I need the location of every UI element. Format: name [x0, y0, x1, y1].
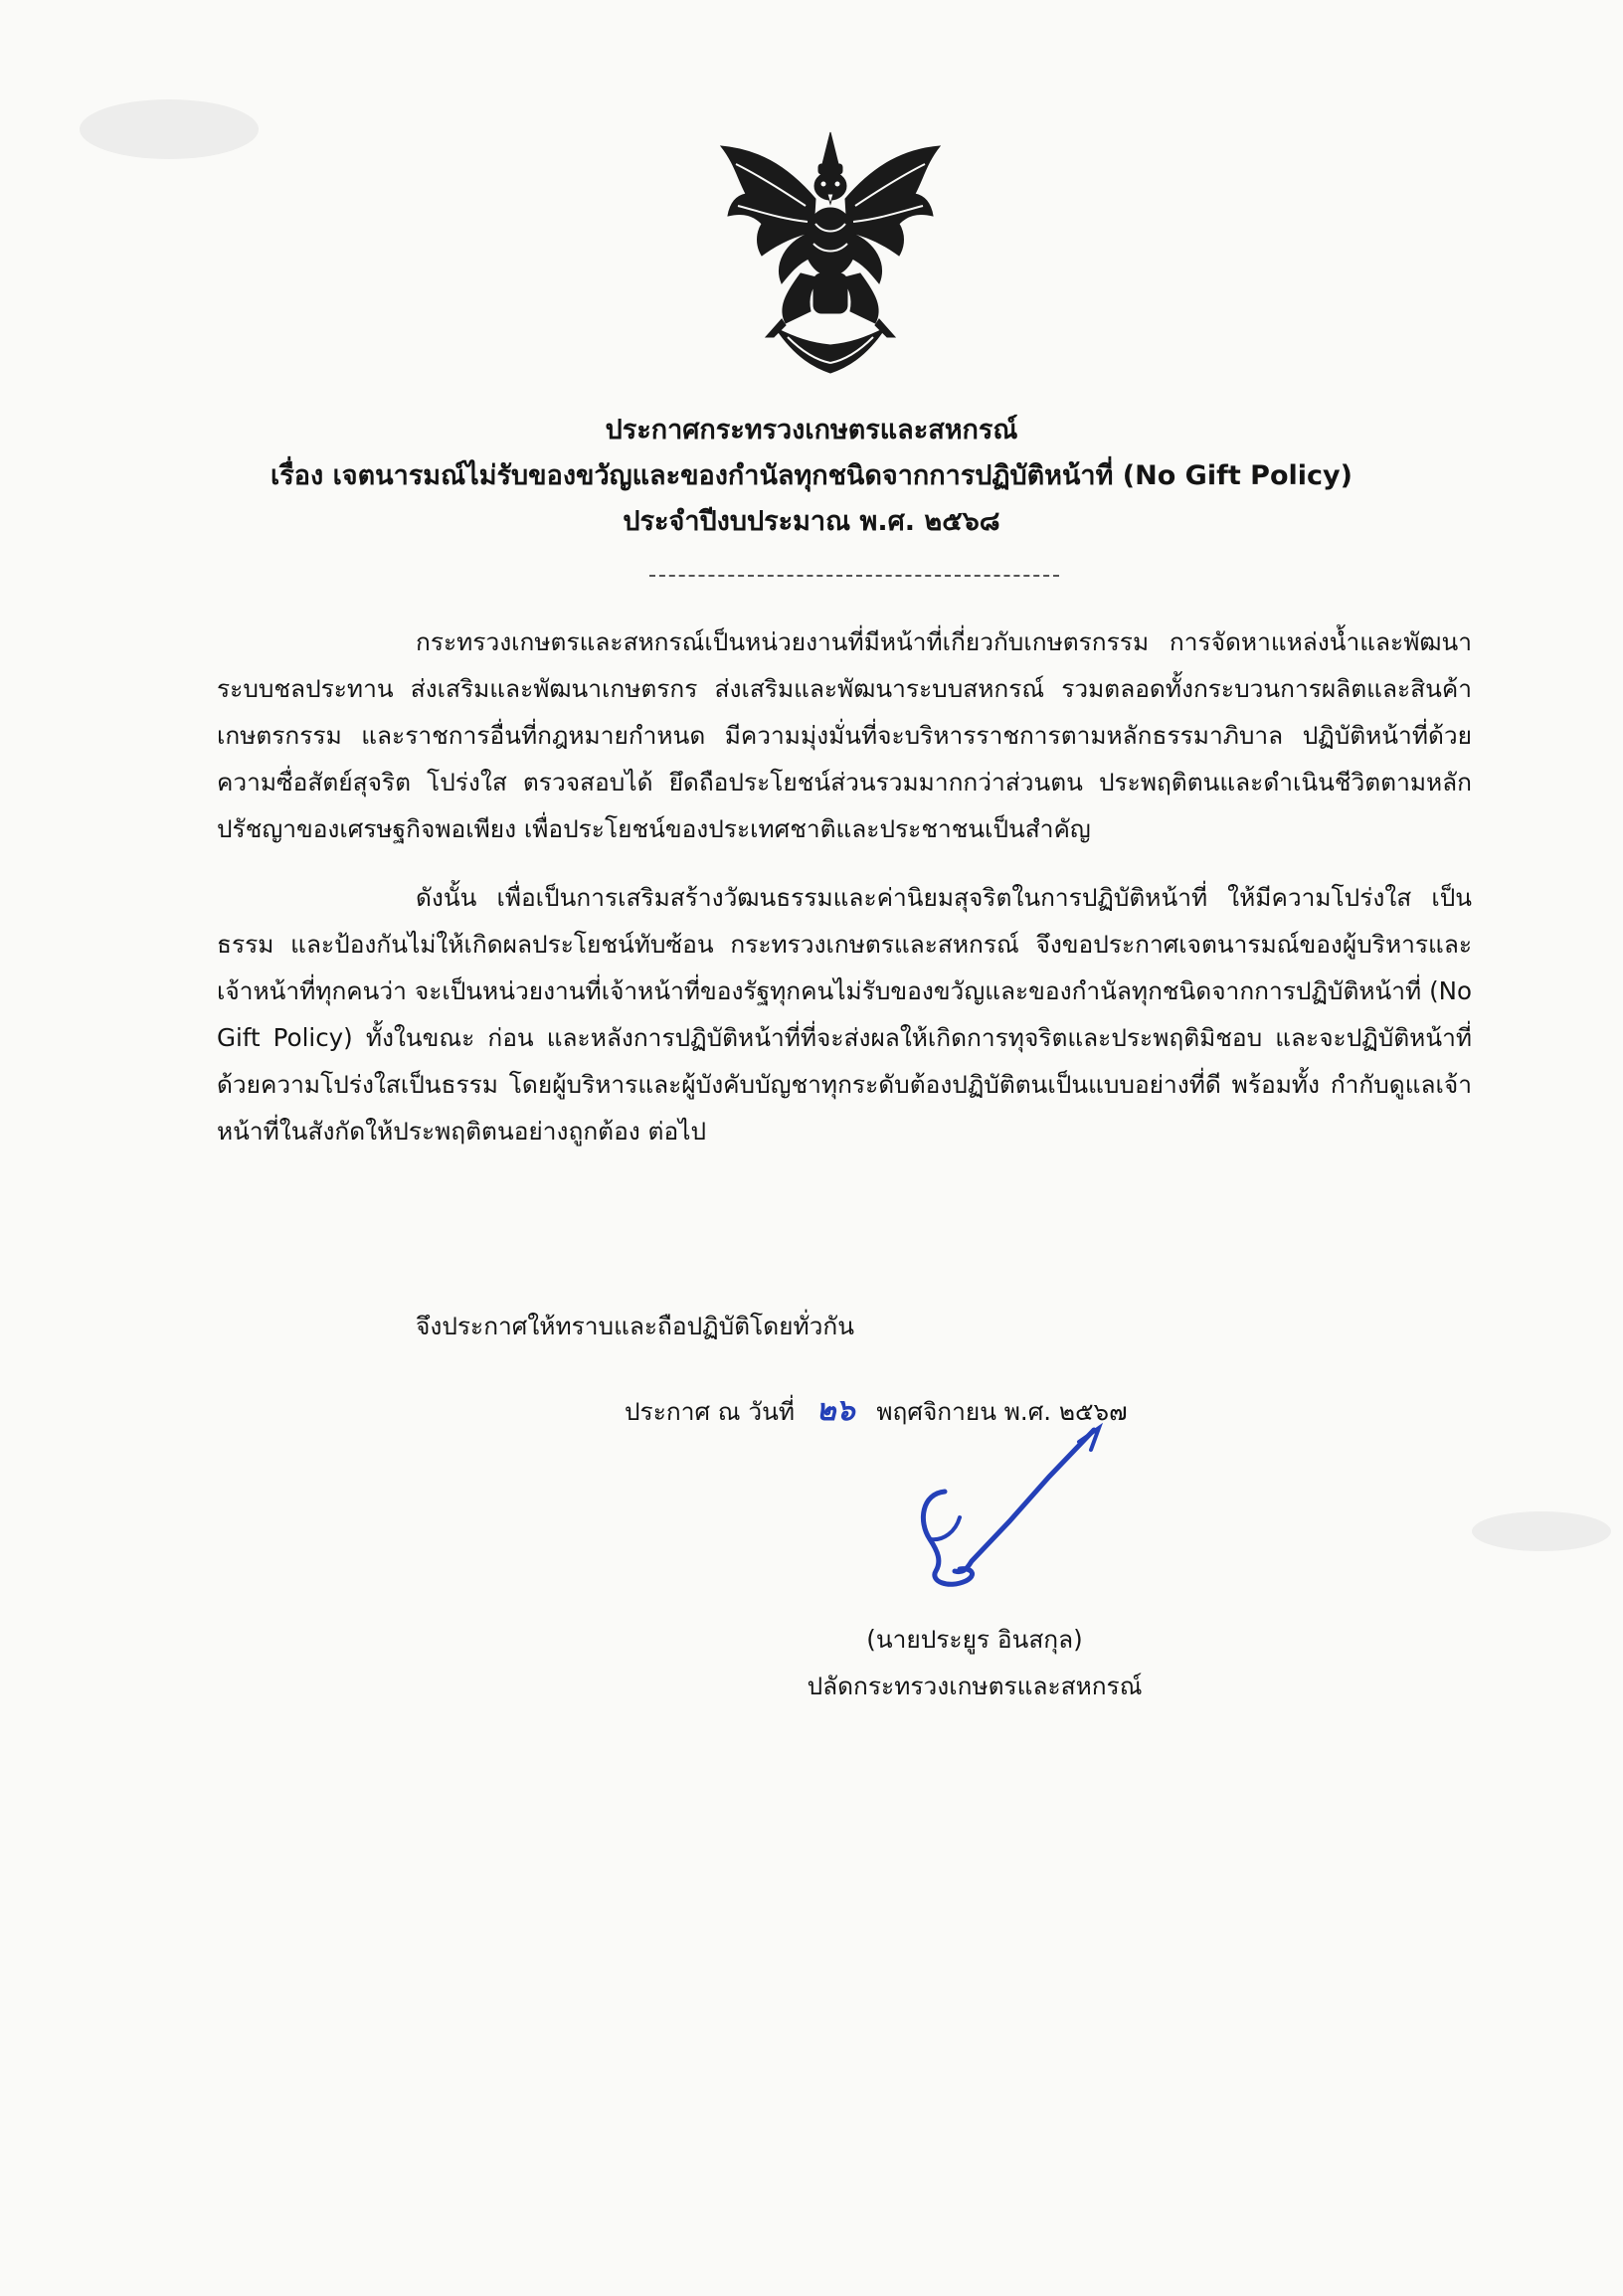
signer-name: (นายประยูร อินสกุล): [866, 1625, 1083, 1654]
heading-subject: เรื่อง เจตนารมณ์ไม่รับของขวัญและของกำนัลทุกชนิดจากการปฏิบัติหน้าที่ (No Gift Policy): [270, 460, 1352, 491]
date-month-year: พฤศจิกายน พ.ศ. ๒๕๖๗: [876, 1397, 1128, 1426]
announcement-heading: [159, 408, 1464, 545]
scan-smudge: [1472, 1511, 1611, 1551]
heading-divider: [649, 575, 1059, 577]
date-prefix: ประกาศ ณ วันที่: [625, 1397, 795, 1426]
closing-statement: จึงประกาศให้ทราบและถือปฏิบัติโดยทั่วกัน: [416, 1312, 854, 1340]
scan-smudge: [80, 99, 259, 159]
body-paragraph-2: ดังนั้น เพื่อเป็นการเสริมสร้างวัฒนธรรมและค่านิยมสุจริตในการปฏิบัติหน้าที่ ให้มีความโปร่งใส เป็นธรรม และป้องกันไม่ให้เกิดผลประโยชน์ทับซ้อน กระทรวงเกษตรและสหกรณ์ จึงขอประกาศเจตนารมณ์ของผู้บริหารและเจ้าหน้าที่ทุกคนว่า จะเป็นหน่วยงานที่เจ้าหน้าที่ของรัฐทุกคนไม่รับของขวัญและของกำนัลทุกชนิดจากการปฏิบัติหน้าที่ (No Gift Policy) ทั้งในขณะ ก่อน และหลังการปฏิบัติหน้าที่ที่จะส่งผลให้เกิดการทุจริตและประพฤติมิชอบ และจะปฏิบัติหน้าที่ด้วยความโปร่งใสเป็นธรรม โดยผู้บริหารและผู้บังคับบัญชาทุกระดับต้องปฏิบัติตนเป็นแบบอย่างที่ดี พร้อมทั้ง กำกับดูแลเจ้าหน้าที่ในสังกัดให้ประพฤติตนอย่างถูกต้อง ต่อไป: [217, 883, 1472, 1146]
body-paragraph-1: กระทรวงเกษตรและสหกรณ์เป็นหน่วยงานที่มีหน้าที่เกี่ยวกับเกษตรกรรม การจัดหาแหล่งน้ำและพัฒนาระบบชลประทาน ส่งเสริมและพัฒนาเกษตรกร ส่งเสริมและพัฒนาระบบสหกรณ์ รวมตลอดทั้งกระบวนการผลิตและสินค้าเกษตรกรรม และราชการอื่นที่กฎหมายกำหนด มีความมุ่งมั่นที่จะบริหารราชการตามหลักธรรมาภิบาล ปฏิบัติหน้าที่ด้วยความซื่อสัตย์สุจริต โปร่งใส ตรวจสอบได้ ยึดถือประโยชน์ส่วนรวมมากกว่าส่วนตน ประพฤติตนและดำเนินชีวิตตามหลักปรัชญาของเศรษฐกิจพอเพียง เพื่อประโยชน์ของประเทศชาติและประชาชนเป็นสำคัญ: [217, 627, 1472, 843]
garuda-emblem-icon: [716, 124, 945, 378]
heading-fiscal-year: ประจำปีงบประมาณ พ.ศ. ๒๕๖๘: [623, 506, 1000, 537]
date-day-handwritten: ๒๖: [815, 1393, 855, 1428]
signer-position: ปลัดกระทรวงเกษตรและสหกรณ์: [807, 1672, 1143, 1700]
heading-title: ประกาศกระทรวงเกษตรและสหกรณ์: [605, 415, 1018, 445]
announcement-body: [217, 618, 1472, 1176]
handwritten-signature-icon: [900, 1422, 1119, 1601]
signer-block: [776, 1616, 1173, 1709]
